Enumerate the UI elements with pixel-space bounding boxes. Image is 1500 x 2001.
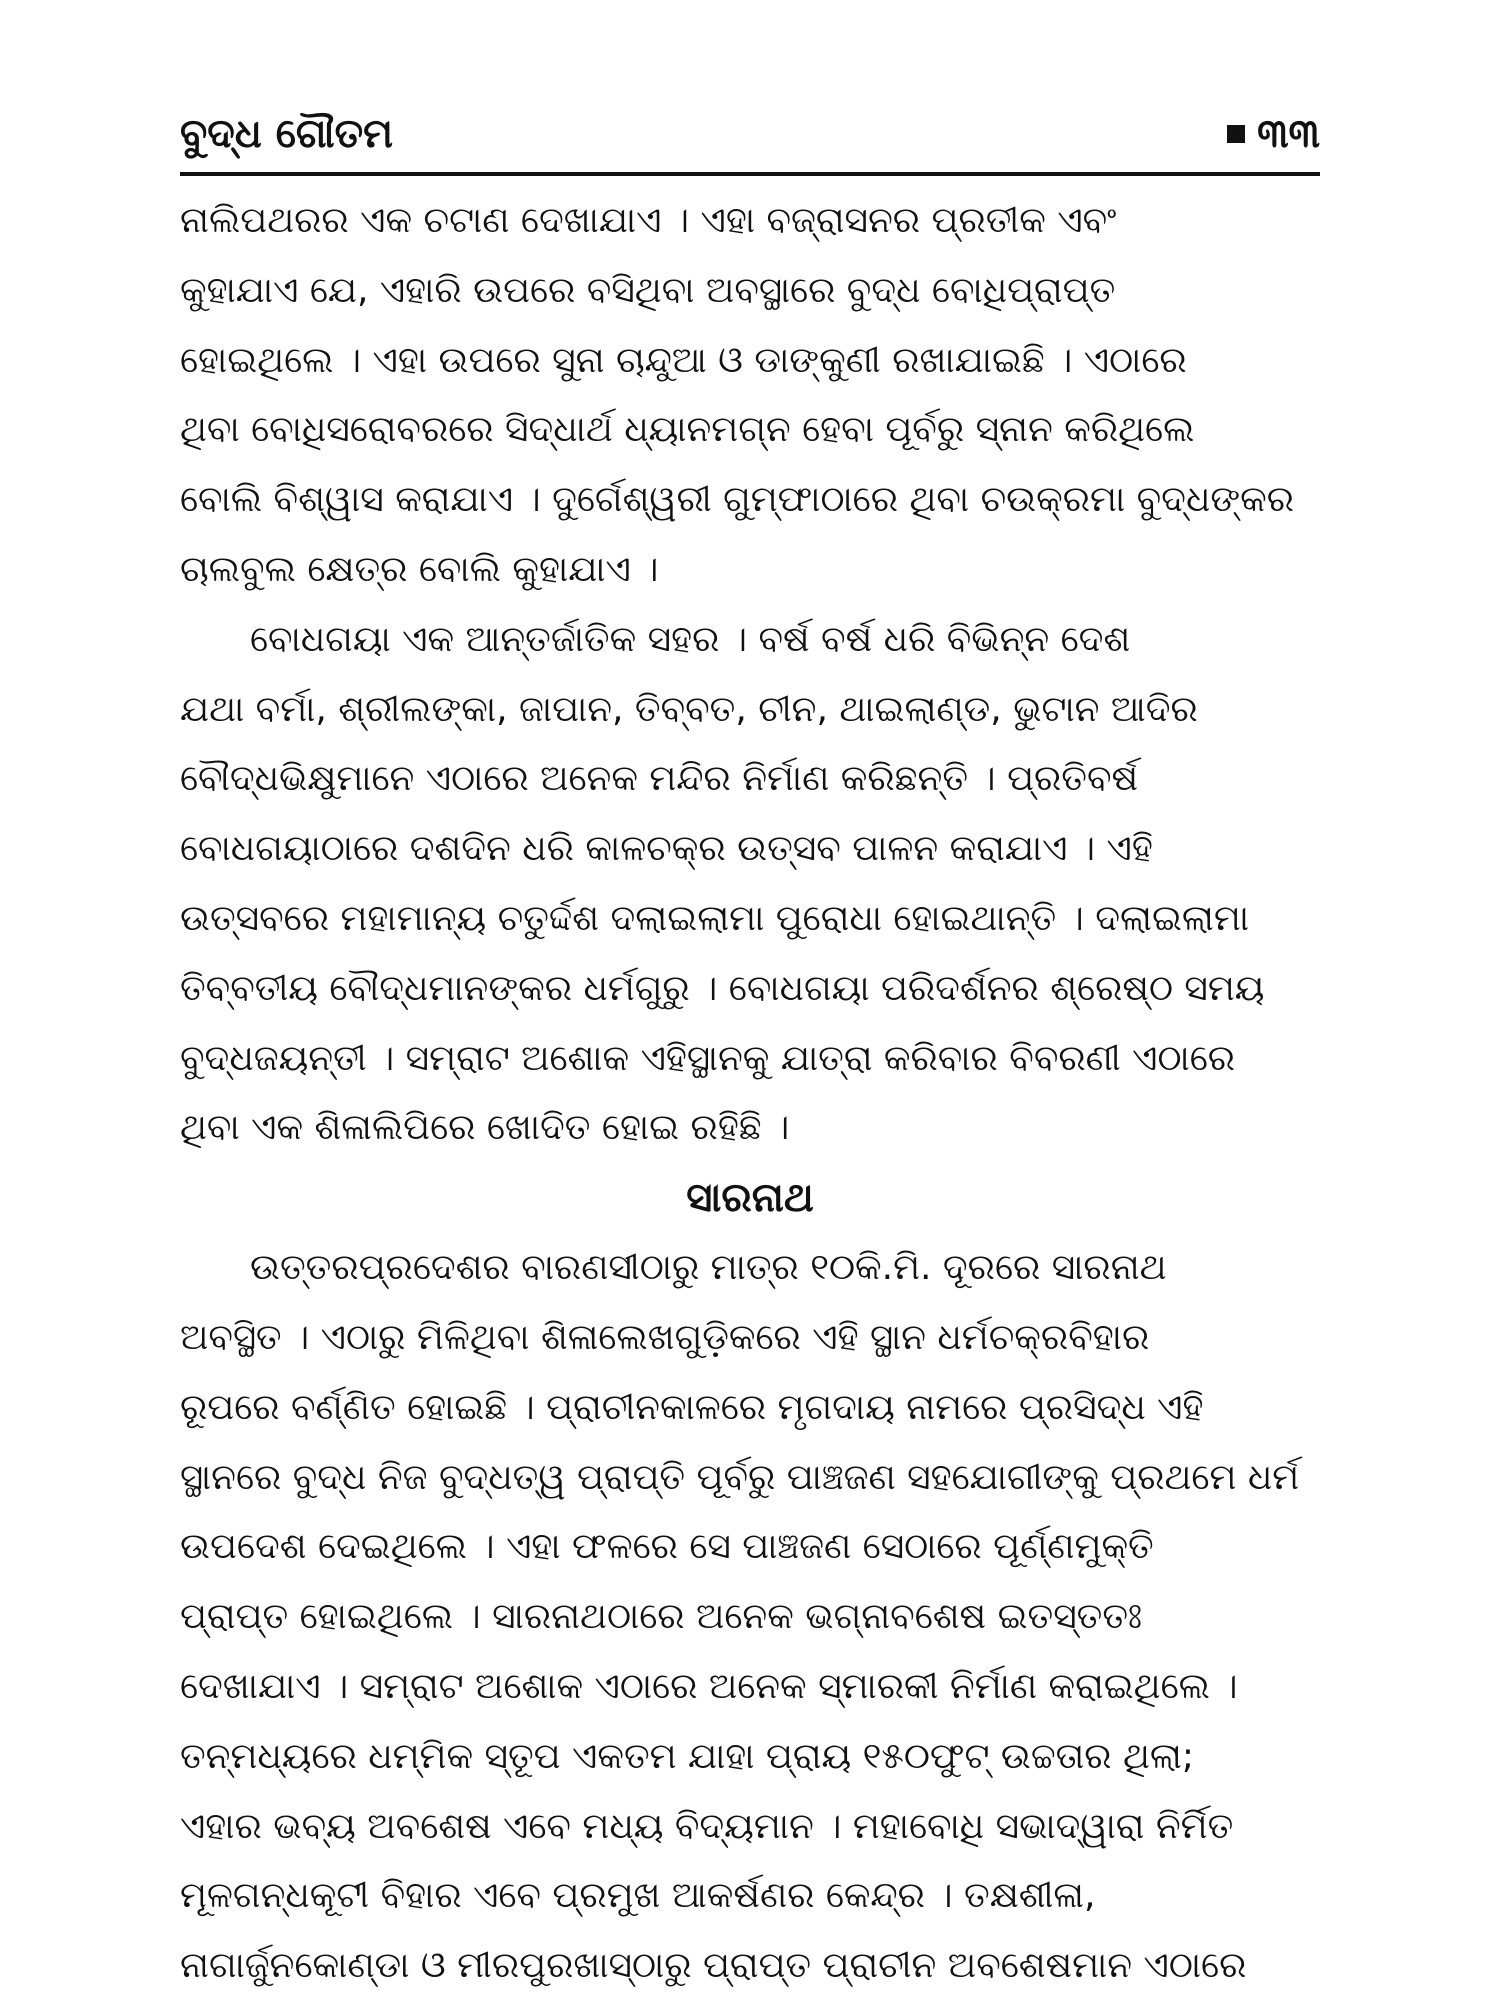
text-line: ଅବସ୍ଥିତ । ଏଠାରୁ ମିଳିଥିବା ଶିଳାଲେଖଗୁଡ଼ିକରେ ଏହି ସ୍ଥାନ ଧର୍ମଚକ୍ରବିହାର [180, 1316, 1150, 1358]
page-number: ୩୩ [1257, 111, 1320, 157]
paragraph-1 [180, 186, 1320, 605]
text-line: ଯଥା ବର୍ମା, ଶ୍ରୀଲଙ୍କା, ଜାପାନ, ତିବ୍ବତ, ଚୀନ, ଥାଇଲାଣ୍ଡ, ଭୁଟାନ ଆଦିର [180, 688, 1198, 730]
page-number-block [1227, 106, 1320, 162]
text-line: ଥିବା ବୋଧିସରୋବରରେ ସିଦ୍ଧାର୍ଥ ଧ୍ୟାନମଗ୍ନ ହେବା ପୂର୍ବରୁ ସ୍ନାନ କରିଥିଲେ [180, 409, 1195, 451]
text-line: ମୂଳଗନ୍ଧକୂଟୀ ବିହାର ଏବେ ପ୍ରମୁଖ ଆକର୍ଷଣର କେନ୍ଦ୍ର । ତକ୍ଷଶୀଳା, [180, 1875, 1096, 1917]
text-line: ଉପଦେଶ ଦେଇଥିଲେ । ଏହା ଫଳରେ ସେ ପାଞ୍ଚଜଣ ସେଠାରେ ପୂର୍ଣ୍ଣମୁକ୍ତି [180, 1526, 1154, 1568]
text-line: ଉତ୍ସବରେ ମହାମାନ୍ୟ ଚତୁର୍ଦ୍ଦଶ ଦଲାଇଲାମା ପୁରୋଧା ହୋଇଥାନ୍ତି । ଦଲାଇଲାମା [180, 897, 1250, 939]
text-line: ନାଲିପଥରର ଏକ ଚଟାଣ ଦେଖାଯାଏ । ଏହା ବଜ୍ରାସନର ପ୍ରତୀକ ଏବଂ [180, 200, 1117, 241]
page-header [180, 100, 1320, 176]
text-line: ବୋଧଗୟା ଏକ ଆନ୍ତର୍ଜାତିକ ସହର । ବର୍ଷ ବର୍ଷ ଧରି ବିଭିନ୍ନ ଦେଶ [250, 618, 1131, 660]
section-heading: ସାରନାଥ [686, 1175, 814, 1222]
text-line: ଦେଖାଯାଏ । ସମ୍ରାଟ ଅଶୋକ ଏଠାରେ ଅନେକ ସ୍ମାରକୀ ନିର୍ମାଣ କରାଇଥିଲେ । [180, 1665, 1238, 1707]
text-line: ରୂପରେ ବର୍ଣ୍ଣିତ ହୋଇଛି । ପ୍ରାଚୀନକାଳରେ ମୃଗଦାୟ ନାମରେ ପ୍ରସିଦ୍ଧ ଏହି [180, 1386, 1204, 1428]
text-line: ଉତ୍ତରପ୍ରଦେଶର ବାରଣସୀଠାରୁ ମାତ୍ର ୧୦କି.ମି. ଦୂରରେ ସାରନାଥ [250, 1247, 1167, 1289]
text-line: ସ୍ଥାନରେ ବୁଦ୍ଧ ନିଜ ବୁଦ୍ଧତ୍ୱ ପ୍ରାପ୍ତି ପୂର୍ବରୁ ପାଞ୍ଚଜଣ ସହଯୋଗୀଙ୍କୁ ପ୍ରଥମେ ଧର୍ମ [180, 1456, 1300, 1498]
text-line: ବୌଦ୍ଧଭିକ୍ଷୁମାନେ ଏଠାରେ ଅନେକ ମନ୍ଦିର ନିର୍ମାଣ କରିଛନ୍ତି । ପ୍ରତିବର୍ଷ [180, 758, 1139, 800]
text-line: ଏହାର ଭବ୍ୟ ଅବଶେଷ ଏବେ ମଧ୍ୟ ବିଦ୍ୟମାନ । ମହାବୋଧି ସଭାଦ୍ୱାରା ନିର୍ମିତ [180, 1805, 1234, 1847]
square-bullet-icon [1227, 125, 1245, 143]
text-line: ତନ୍ମଧ୍ୟରେ ଧମ୍ମିକ ସ୍ତୂପ ଏକତମ ଯାହା ପ୍ରାୟ ୧୫୦ଫୁଟ୍ ଉଚ୍ଚତାର ଥିଲା; [180, 1735, 1194, 1777]
book-page [180, 100, 1320, 1987]
text-line: ଚାଲବୁଲ କ୍ଷେତ୍ର ବୋଲି କୁହାଯାଏ । [180, 548, 659, 590]
paragraph-3 [180, 1233, 1320, 2001]
text-line: ବୁଦ୍ଧଜୟନ୍ତୀ । ସମ୍ରାଟ ଅଶୋକ ଏହିସ୍ଥାନକୁ ଯାତ୍ରା କରିବାର ବିବରଣୀ ଏଠାରେ [180, 1037, 1236, 1079]
text-line: ନାଗାର୍ଜୁନକୋଣ୍ଡା ଓ ମୀରପୁରଖାସ୍‌ଠାରୁ ପ୍ରାପ୍ତ ପ୍ରାଚୀନ ଅବଶେଷମାନ ଏଠାରେ [180, 1945, 1247, 1987]
text-line: ବୋଲି ବିଶ୍ୱାସ କରାଯାଏ । ଦୁର୍ଗେଶ୍ୱରୀ ଗୁମ୍ଫାଠାରେ ଥିବା ଚଉକ୍ରମା ବୁଦ୍ଧଙ୍କର [180, 479, 1295, 521]
text-line: ବୋଧଗୟାଠାରେ ଦଶଦିନ ଧରି କାଳଚକ୍ର ଉତ୍ସବ ପାଳନ କରାଯାଏ । ଏହି [180, 828, 1153, 870]
paragraph-2 [180, 605, 1320, 1163]
text-line: ଥିବା ଏକ ଶିଳାଲିପିରେ ଖୋଦିତ ହୋଇ ରହିଛି । [180, 1107, 790, 1149]
text-line: ପ୍ରାପ୍ତ ହୋଇଥିଲେ । ସାରନାଥଠାରେ ଅନେକ ଭଗ୍ନାବଶେଷ ଇତସ୍ତତଃ [180, 1596, 1143, 1638]
text-line: କୁହାଯାଏ ଯେ, ଏହାରି ଉପରେ ବସିଥିବା ଅବସ୍ଥାରେ ବୁଦ୍ଧ ବୋଧିପ୍ରାପ୍ତ [180, 269, 1116, 311]
text-line: ହୋଇଥିଲେ । ଏହା ଉପରେ ସୁନା ଚାନ୍ଦୁଆ ଓ ଡାଙ୍କୁଣୀ ରଖାଯାଇଛି । ଏଠାରେ [180, 339, 1187, 381]
running-title: ବୁଦ୍ଧ ଗୌତମ [180, 111, 394, 157]
text-line: ତିବ୍ବତୀୟ ବୌଦ୍ଧମାନଙ୍କର ଧର୍ମଗୁରୁ । ବୋଧଗୟା ପରିଦର୍ଶନର ଶ୍ରେଷ୍ଠ ସମୟ [180, 967, 1265, 1009]
